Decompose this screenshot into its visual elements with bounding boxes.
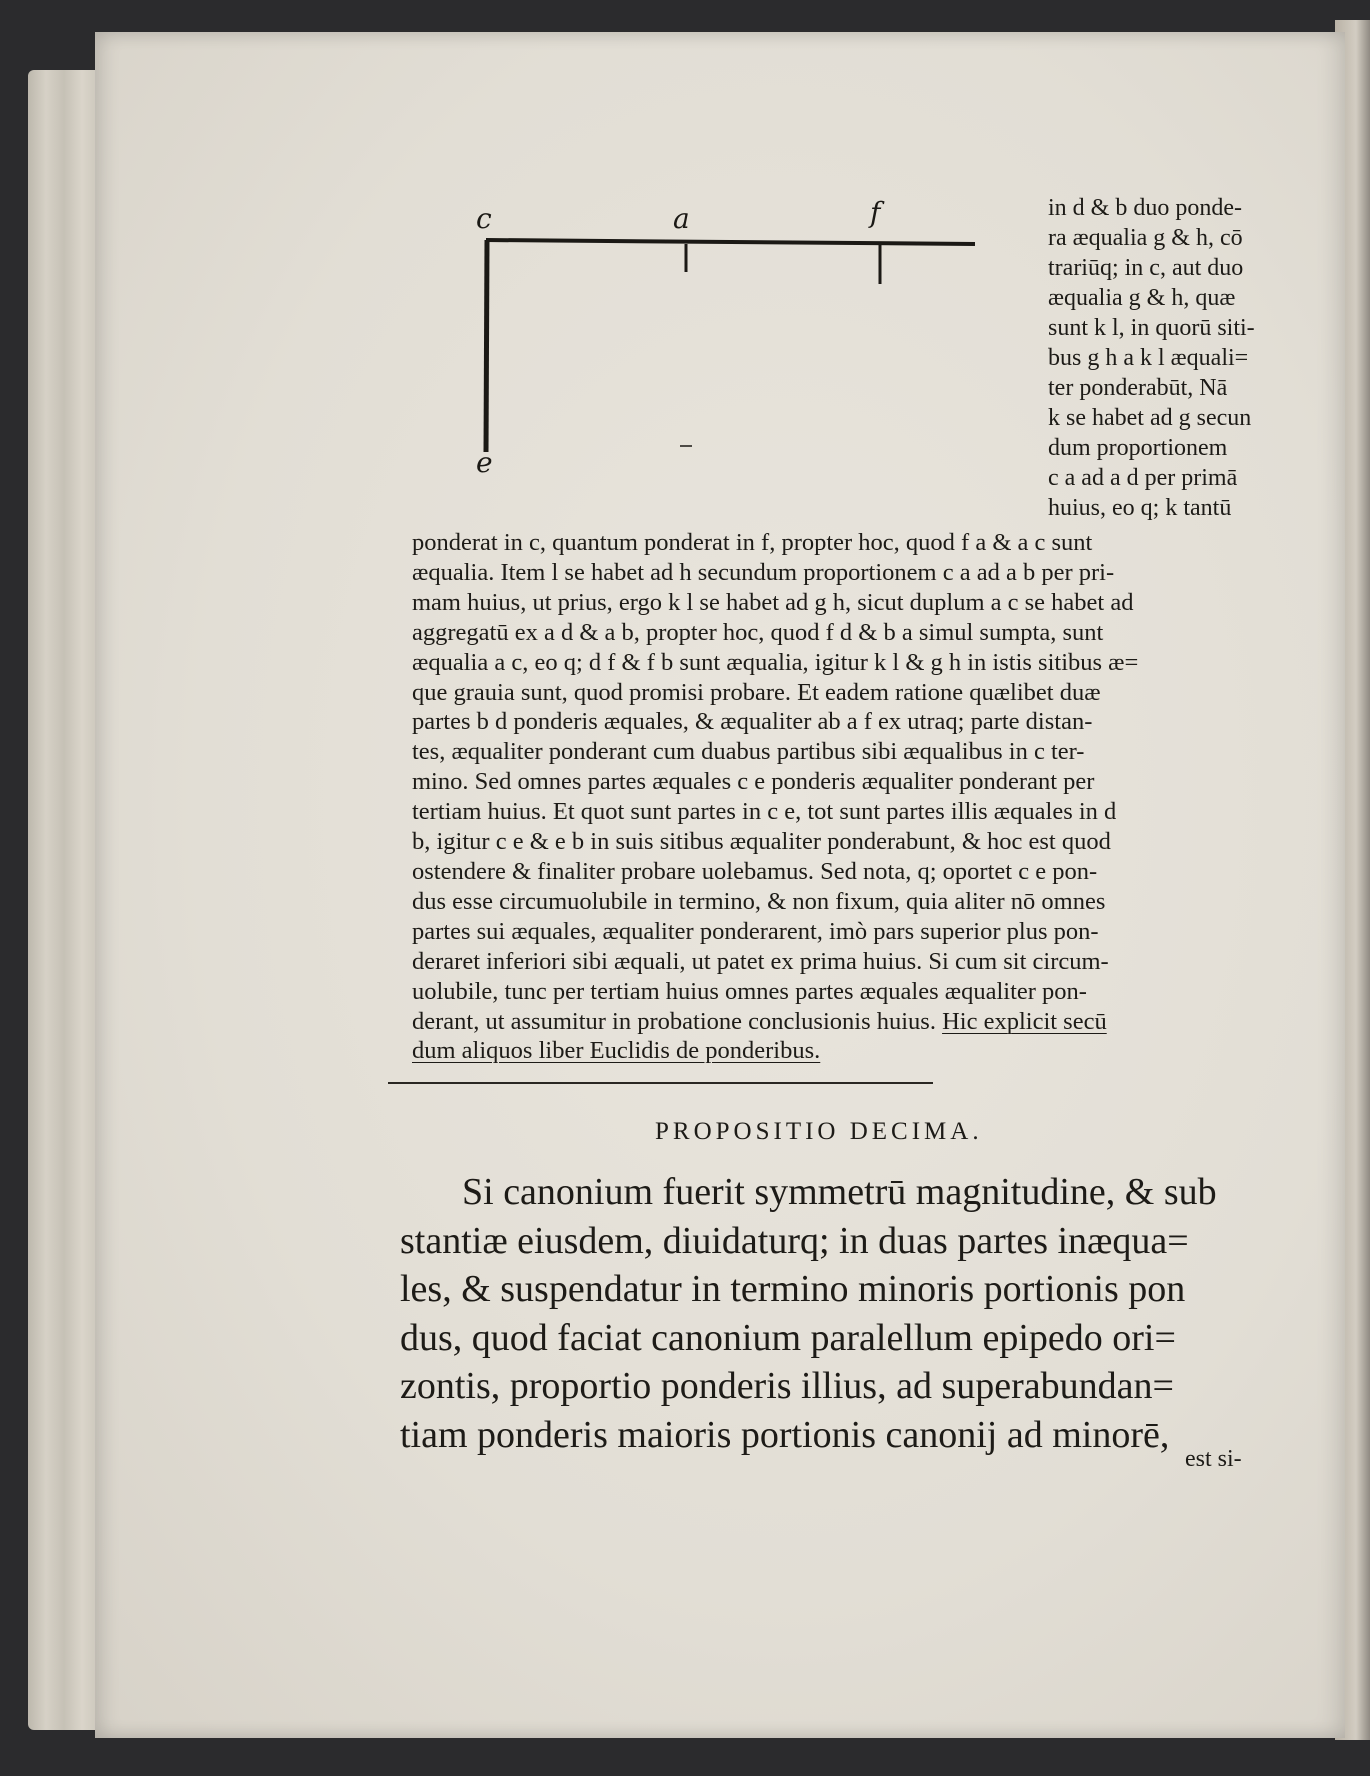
body-line: mino. Sed omnes partes æquales c e ponderis æqualiter ponderant per xyxy=(412,768,1095,796)
body-line: dus esse circumuolubile in termino, & non fixum, quia aliter nō omnes xyxy=(412,887,1106,915)
body-line-17-start: derant, ut assumitur in probatione conclusionis huius. xyxy=(412,1007,936,1035)
side-line: in d & b duo ponde- xyxy=(1048,195,1242,221)
body-line: tertiam huius. Et quot sunt partes in c e, tot sunt partes illis æquales in d xyxy=(412,798,1117,826)
side-line: ter ponderabūt, Nā xyxy=(1048,375,1228,401)
proposition-line: les, & suspendatur in termino minoris portionis pon xyxy=(400,1268,1186,1311)
body-line: tes, æqualiter ponderant cum duabus partibus sibi æqualibus in c ter- xyxy=(412,738,1085,766)
proposition-line: stantiæ eiusdem, diuidaturq; in duas partes inæqua= xyxy=(400,1219,1189,1262)
proposition-text xyxy=(400,1168,1285,1460)
side-line: trariūq; in c, aut duo xyxy=(1048,255,1244,281)
main-body-text xyxy=(412,528,1282,1066)
explicit-note-end: dum aliquos liber Euclidis de ponderibus. xyxy=(412,1037,821,1065)
section-rule xyxy=(388,1082,933,1084)
body-line: mam huius, ut prius, ergo k l se habet ad g h, sicut duplum a c se habet ad xyxy=(412,588,1134,616)
side-line: æqualia g & h, quæ xyxy=(1048,285,1236,311)
proposition-line: zontis, proportio ponderis illius, ad superabundan= xyxy=(400,1365,1174,1408)
side-column-text xyxy=(1048,193,1288,523)
explicit-note: Hic explicit secū xyxy=(942,1007,1107,1035)
body-line: partes b d ponderis æquales, & æqualiter ab a f ex utraq; parte distan- xyxy=(412,708,1093,736)
side-line: sunt k l, in quorū siti- xyxy=(1048,315,1255,341)
body-line: que grauia sunt, quod promisi probare. Et eadem ratione quælibet duæ xyxy=(412,678,1101,706)
label-a: a xyxy=(673,202,690,235)
body-line: ostendere & finaliter probare uolebamus. Sed nota, q; oportet c e pon- xyxy=(412,857,1098,885)
body-line: ponderat in c, quantum ponderat in f, propter hoc, quod f a & a c sunt xyxy=(412,529,1093,556)
label-c: c xyxy=(476,202,492,235)
side-line: c a ad a d per primā xyxy=(1048,465,1238,491)
body-line: aggregatū ex a d & a b, propter hoc, quod f d & b a simul sumpta, sunt xyxy=(412,618,1104,646)
side-line: dum proportionem xyxy=(1048,435,1228,461)
body-line: uolubile, tunc per tertiam huius omnes partes æquales æqualiter pon- xyxy=(412,977,1087,1005)
proposition-heading: PROPOSITIO DECIMA. xyxy=(655,1118,983,1145)
body-line: deraret inferiori sibi æquali, ut patet ex prima huius. Si cum sit circum- xyxy=(412,947,1109,975)
body-line: æqualia a c, eo q; d f & f b sunt æqualia, igitur k l & g h in istis sitibus æ= xyxy=(412,648,1139,676)
body-line: partes sui æquales, æqualiter ponderarent, imò pars superior plus pon- xyxy=(412,917,1099,945)
proposition-line: tiam ponderis maioris portionis canonij ad minorē, xyxy=(400,1413,1170,1456)
label-e: e xyxy=(476,446,493,479)
side-line: k se habet ad g secun xyxy=(1048,405,1252,431)
proposition-line: Si canonium fuerit symmetrū magnitudine, & sub xyxy=(462,1171,1217,1213)
body-line-17 xyxy=(412,1007,1282,1037)
lever-diagram-lines xyxy=(470,200,990,490)
side-line: huius, eo q; k tantū xyxy=(1048,495,1232,521)
catchword: est si- xyxy=(1185,1446,1242,1472)
body-line: æqualia. Item l se habet ad h secundum proportionem c a ad a b per pri- xyxy=(412,558,1115,586)
lever-diagram xyxy=(470,196,990,490)
proposition-line: dus, quod faciat canonium paralellum epipedo ori= xyxy=(400,1316,1176,1359)
side-line: bus g h a k l æquali= xyxy=(1048,345,1249,371)
side-line: ra æqualia g & h, cō xyxy=(1048,225,1243,251)
label-f: f xyxy=(870,196,881,229)
body-line: b, igitur c e & e b in suis sitibus æqualiter ponderabunt, & hoc est quod xyxy=(412,828,1111,856)
